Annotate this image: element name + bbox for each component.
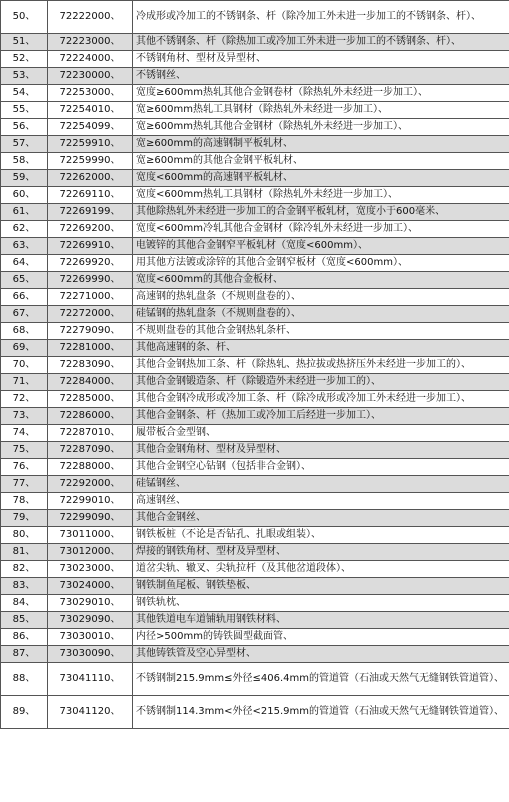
table-row — [1, 34, 509, 51]
description-cell: 钢铁轨枕、 — [133, 595, 509, 612]
description-cell: 宽度<600mm的其他合金板材、 — [133, 272, 509, 289]
row-number-cell: 88、 — [1, 663, 48, 696]
hs-code-cell: 72254010、 — [48, 102, 133, 119]
table-row — [1, 323, 509, 340]
row-number-cell: 51、 — [1, 34, 48, 51]
hs-code-cell: 72269200、 — [48, 221, 133, 238]
row-number-cell: 69、 — [1, 340, 48, 357]
description-cell: 其他高速钢的条、杆、 — [133, 340, 509, 357]
row-number-cell: 87、 — [1, 646, 48, 663]
row-number-cell: 82、 — [1, 561, 48, 578]
row-number-cell: 59、 — [1, 170, 48, 187]
row-number-cell: 65、 — [1, 272, 48, 289]
description-cell: 其他合金钢冷成形或冷加工条、杆（除冷成形或冷加工外未经进一步加工）、 — [133, 391, 509, 408]
row-number-cell: 54、 — [1, 85, 48, 102]
description-cell: 高速钢的热轧盘条（不规则盘卷的）、 — [133, 289, 509, 306]
hs-code-cell: 73041110、 — [48, 663, 133, 696]
table-row — [1, 221, 509, 238]
table-row — [1, 357, 509, 374]
row-number-cell: 56、 — [1, 119, 48, 136]
table-row — [1, 289, 509, 306]
table-row — [1, 629, 509, 646]
hs-code-cell: 73011000、 — [48, 527, 133, 544]
table-row — [1, 374, 509, 391]
row-number-cell: 83、 — [1, 578, 48, 595]
table-row — [1, 255, 509, 272]
row-number-cell: 63、 — [1, 238, 48, 255]
hs-code-cell: 73030090、 — [48, 646, 133, 663]
table-row — [1, 204, 509, 221]
table-row — [1, 136, 509, 153]
description-cell: 不锈钢制114.3mm<外径<215.9mm的管道管（石油或天然气无缝钢铁管道管）、 — [133, 696, 509, 729]
description-cell: 其他合金钢角材、型材及异型材、 — [133, 442, 509, 459]
table-row — [1, 544, 509, 561]
row-number-cell: 53、 — [1, 68, 48, 85]
table-row — [1, 510, 509, 527]
table-row — [1, 85, 509, 102]
description-cell: 硅锰钢丝、 — [133, 476, 509, 493]
description-cell: 宽≥600mm热轧其他合金钢材（除热轧外未经进一步加工）、 — [133, 119, 509, 136]
row-number-cell: 76、 — [1, 459, 48, 476]
table-row — [1, 493, 509, 510]
row-number-cell: 71、 — [1, 374, 48, 391]
description-cell: 履带板合金型钢、 — [133, 425, 509, 442]
table-row — [1, 170, 509, 187]
description-cell: 用其他方法镀或涂锌的其他合金钢窄板材（宽度<600mm）、 — [133, 255, 509, 272]
table-row — [1, 51, 509, 68]
description-cell: 内径>500mm的铸铁圆型截面管、 — [133, 629, 509, 646]
hs-code-cell: 72269199、 — [48, 204, 133, 221]
row-number-cell: 70、 — [1, 357, 48, 374]
hs-code-cell: 72253000、 — [48, 85, 133, 102]
row-number-cell: 74、 — [1, 425, 48, 442]
description-cell: 宽度<600mm冷轧其他合金钢材（除冷轧外未经进一步加工）、 — [133, 221, 509, 238]
table-row — [1, 663, 509, 696]
table-row — [1, 340, 509, 357]
description-cell: 焊接的钢铁角材、型材及异型材、 — [133, 544, 509, 561]
row-number-cell: 57、 — [1, 136, 48, 153]
table-row — [1, 527, 509, 544]
hs-code-cell: 72259910、 — [48, 136, 133, 153]
hs-code-cell: 72286000、 — [48, 408, 133, 425]
description-cell: 宽≥600mm热轧工具钢材（除热轧外未经进一步加工）、 — [133, 102, 509, 119]
description-cell: 其他合金钢空心钻钢（包括非合金钢）、 — [133, 459, 509, 476]
hs-code-cell: 72299090、 — [48, 510, 133, 527]
description-cell: 其他除热轧外未经进一步加工的合金钢平板轧材，宽度小于600毫米、 — [133, 204, 509, 221]
table-row — [1, 1, 509, 34]
row-number-cell: 85、 — [1, 612, 48, 629]
hs-code-cell: 72259990、 — [48, 153, 133, 170]
table-row — [1, 119, 509, 136]
table-row — [1, 153, 509, 170]
row-number-cell: 55、 — [1, 102, 48, 119]
table-row — [1, 595, 509, 612]
table-row — [1, 459, 509, 476]
description-cell: 宽度≥600mm热轧其他合金钢卷材（除热轧外未经进一步加工）、 — [133, 85, 509, 102]
hs-code-cell: 72222000、 — [48, 1, 133, 34]
description-cell: 冷成形或冷加工的不锈钢条、杆（除冷加工外未进一步加工的不锈钢条、杆）、 — [133, 1, 509, 34]
hs-code-cell: 73012000、 — [48, 544, 133, 561]
description-cell: 其他合金钢热加工条、杆（除热轧、热拉拔或热挤压外未经进一步加工的）、 — [133, 357, 509, 374]
row-number-cell: 52、 — [1, 51, 48, 68]
hs-code-cell: 72262000、 — [48, 170, 133, 187]
row-number-cell: 50、 — [1, 1, 48, 34]
table-row — [1, 612, 509, 629]
description-cell: 宽度<600mm热轧工具钢材（除热轧外未经进一步加工）、 — [133, 187, 509, 204]
hs-code-cell: 72223000、 — [48, 34, 133, 51]
row-number-cell: 80、 — [1, 527, 48, 544]
hs-code-cell: 72269990、 — [48, 272, 133, 289]
description-cell: 其他合金钢锻造条、杆（除锻造外未经进一步加工的）、 — [133, 374, 509, 391]
hs-code-cell: 72283090、 — [48, 357, 133, 374]
hs-code-cell: 73023000、 — [48, 561, 133, 578]
row-number-cell: 77、 — [1, 476, 48, 493]
table-row — [1, 272, 509, 289]
table-row — [1, 187, 509, 204]
description-cell: 宽≥600mm的高速钢制平板轧材、 — [133, 136, 509, 153]
hs-code-cell: 72292000、 — [48, 476, 133, 493]
row-number-cell: 79、 — [1, 510, 48, 527]
table-row — [1, 476, 509, 493]
hs-code-cell: 72269110、 — [48, 187, 133, 204]
row-number-cell: 62、 — [1, 221, 48, 238]
hs-code-cell: 72269910、 — [48, 238, 133, 255]
table-row — [1, 391, 509, 408]
hs-code-cell: 72279090、 — [48, 323, 133, 340]
table-row — [1, 561, 509, 578]
description-cell: 宽度<600mm的高速钢平板轧材、 — [133, 170, 509, 187]
hs-code-cell: 72284000、 — [48, 374, 133, 391]
hs-code-cell: 72281000、 — [48, 340, 133, 357]
hs-code-cell: 73041120、 — [48, 696, 133, 729]
row-number-cell: 86、 — [1, 629, 48, 646]
row-number-cell: 61、 — [1, 204, 48, 221]
hs-code-cell: 72230000、 — [48, 68, 133, 85]
hs-code-cell: 73030010、 — [48, 629, 133, 646]
hs-code-cell: 73029090、 — [48, 612, 133, 629]
description-cell: 道岔尖轨、辙叉、尖轨拉杆（及其他岔道段体）、 — [133, 561, 509, 578]
row-number-cell: 84、 — [1, 595, 48, 612]
table-row — [1, 238, 509, 255]
description-cell: 其他铸铁管及空心异型材、 — [133, 646, 509, 663]
row-number-cell: 68、 — [1, 323, 48, 340]
hs-code-cell: 72285000、 — [48, 391, 133, 408]
row-number-cell: 58、 — [1, 153, 48, 170]
table-row — [1, 102, 509, 119]
hs-code-cell: 72287010、 — [48, 425, 133, 442]
description-cell: 不锈钢制215.9mm≤外径≤406.4mm的管道管（石油或天然气无缝钢铁管道管）、 — [133, 663, 509, 696]
hs-code-cell: 73029010、 — [48, 595, 133, 612]
description-cell: 电镀锌的其他合金钢窄平板轧材（宽度<600mm）、 — [133, 238, 509, 255]
hs-code-cell: 72299010、 — [48, 493, 133, 510]
description-cell: 其他合金钢条、杆（热加工或冷加工后经进一步加工）、 — [133, 408, 509, 425]
description-cell: 不规则盘卷的其他合金钢热轧条杆、 — [133, 323, 509, 340]
table-row — [1, 646, 509, 663]
row-number-cell: 73、 — [1, 408, 48, 425]
table-row — [1, 425, 509, 442]
row-number-cell: 67、 — [1, 306, 48, 323]
row-number-cell: 60、 — [1, 187, 48, 204]
row-number-cell: 89、 — [1, 696, 48, 729]
hs-code-cell: 73024000、 — [48, 578, 133, 595]
table-row — [1, 408, 509, 425]
hs-code-cell: 72271000、 — [48, 289, 133, 306]
row-number-cell: 75、 — [1, 442, 48, 459]
description-cell: 钢铁制鱼尾板、钢铁垫板、 — [133, 578, 509, 595]
row-number-cell: 81、 — [1, 544, 48, 561]
description-cell: 宽≥600mm的其他合金钢平板轧材、 — [133, 153, 509, 170]
table-row — [1, 68, 509, 85]
row-number-cell: 64、 — [1, 255, 48, 272]
description-cell: 硅锰钢的热轧盘条（不规则盘卷的）、 — [133, 306, 509, 323]
table-row — [1, 578, 509, 595]
hs-code-cell: 72272000、 — [48, 306, 133, 323]
hs-code-cell: 72288000、 — [48, 459, 133, 476]
description-cell: 钢铁板桩（不论是否钻孔、扎眼或组装）、 — [133, 527, 509, 544]
table-row — [1, 442, 509, 459]
row-number-cell: 78、 — [1, 493, 48, 510]
description-cell: 不锈钢角材、型材及异型材、 — [133, 51, 509, 68]
hs-code-cell: 72224000、 — [48, 51, 133, 68]
hs-code-cell: 72287090、 — [48, 442, 133, 459]
row-number-cell: 72、 — [1, 391, 48, 408]
description-cell: 其他铁道电车道铺轨用钢铁材料、 — [133, 612, 509, 629]
table-row — [1, 306, 509, 323]
hs-code-cell: 72269920、 — [48, 255, 133, 272]
description-cell: 不锈钢丝、 — [133, 68, 509, 85]
table-row — [1, 696, 509, 729]
tariff-table-body — [1, 1, 509, 729]
hs-code-cell: 72254099、 — [48, 119, 133, 136]
description-cell: 其他合金钢丝、 — [133, 510, 509, 527]
description-cell: 高速钢丝、 — [133, 493, 509, 510]
description-cell: 其他不锈钢条、杆（除热加工或冷加工外未进一步加工的不锈钢条、杆）、 — [133, 34, 509, 51]
row-number-cell: 66、 — [1, 289, 48, 306]
